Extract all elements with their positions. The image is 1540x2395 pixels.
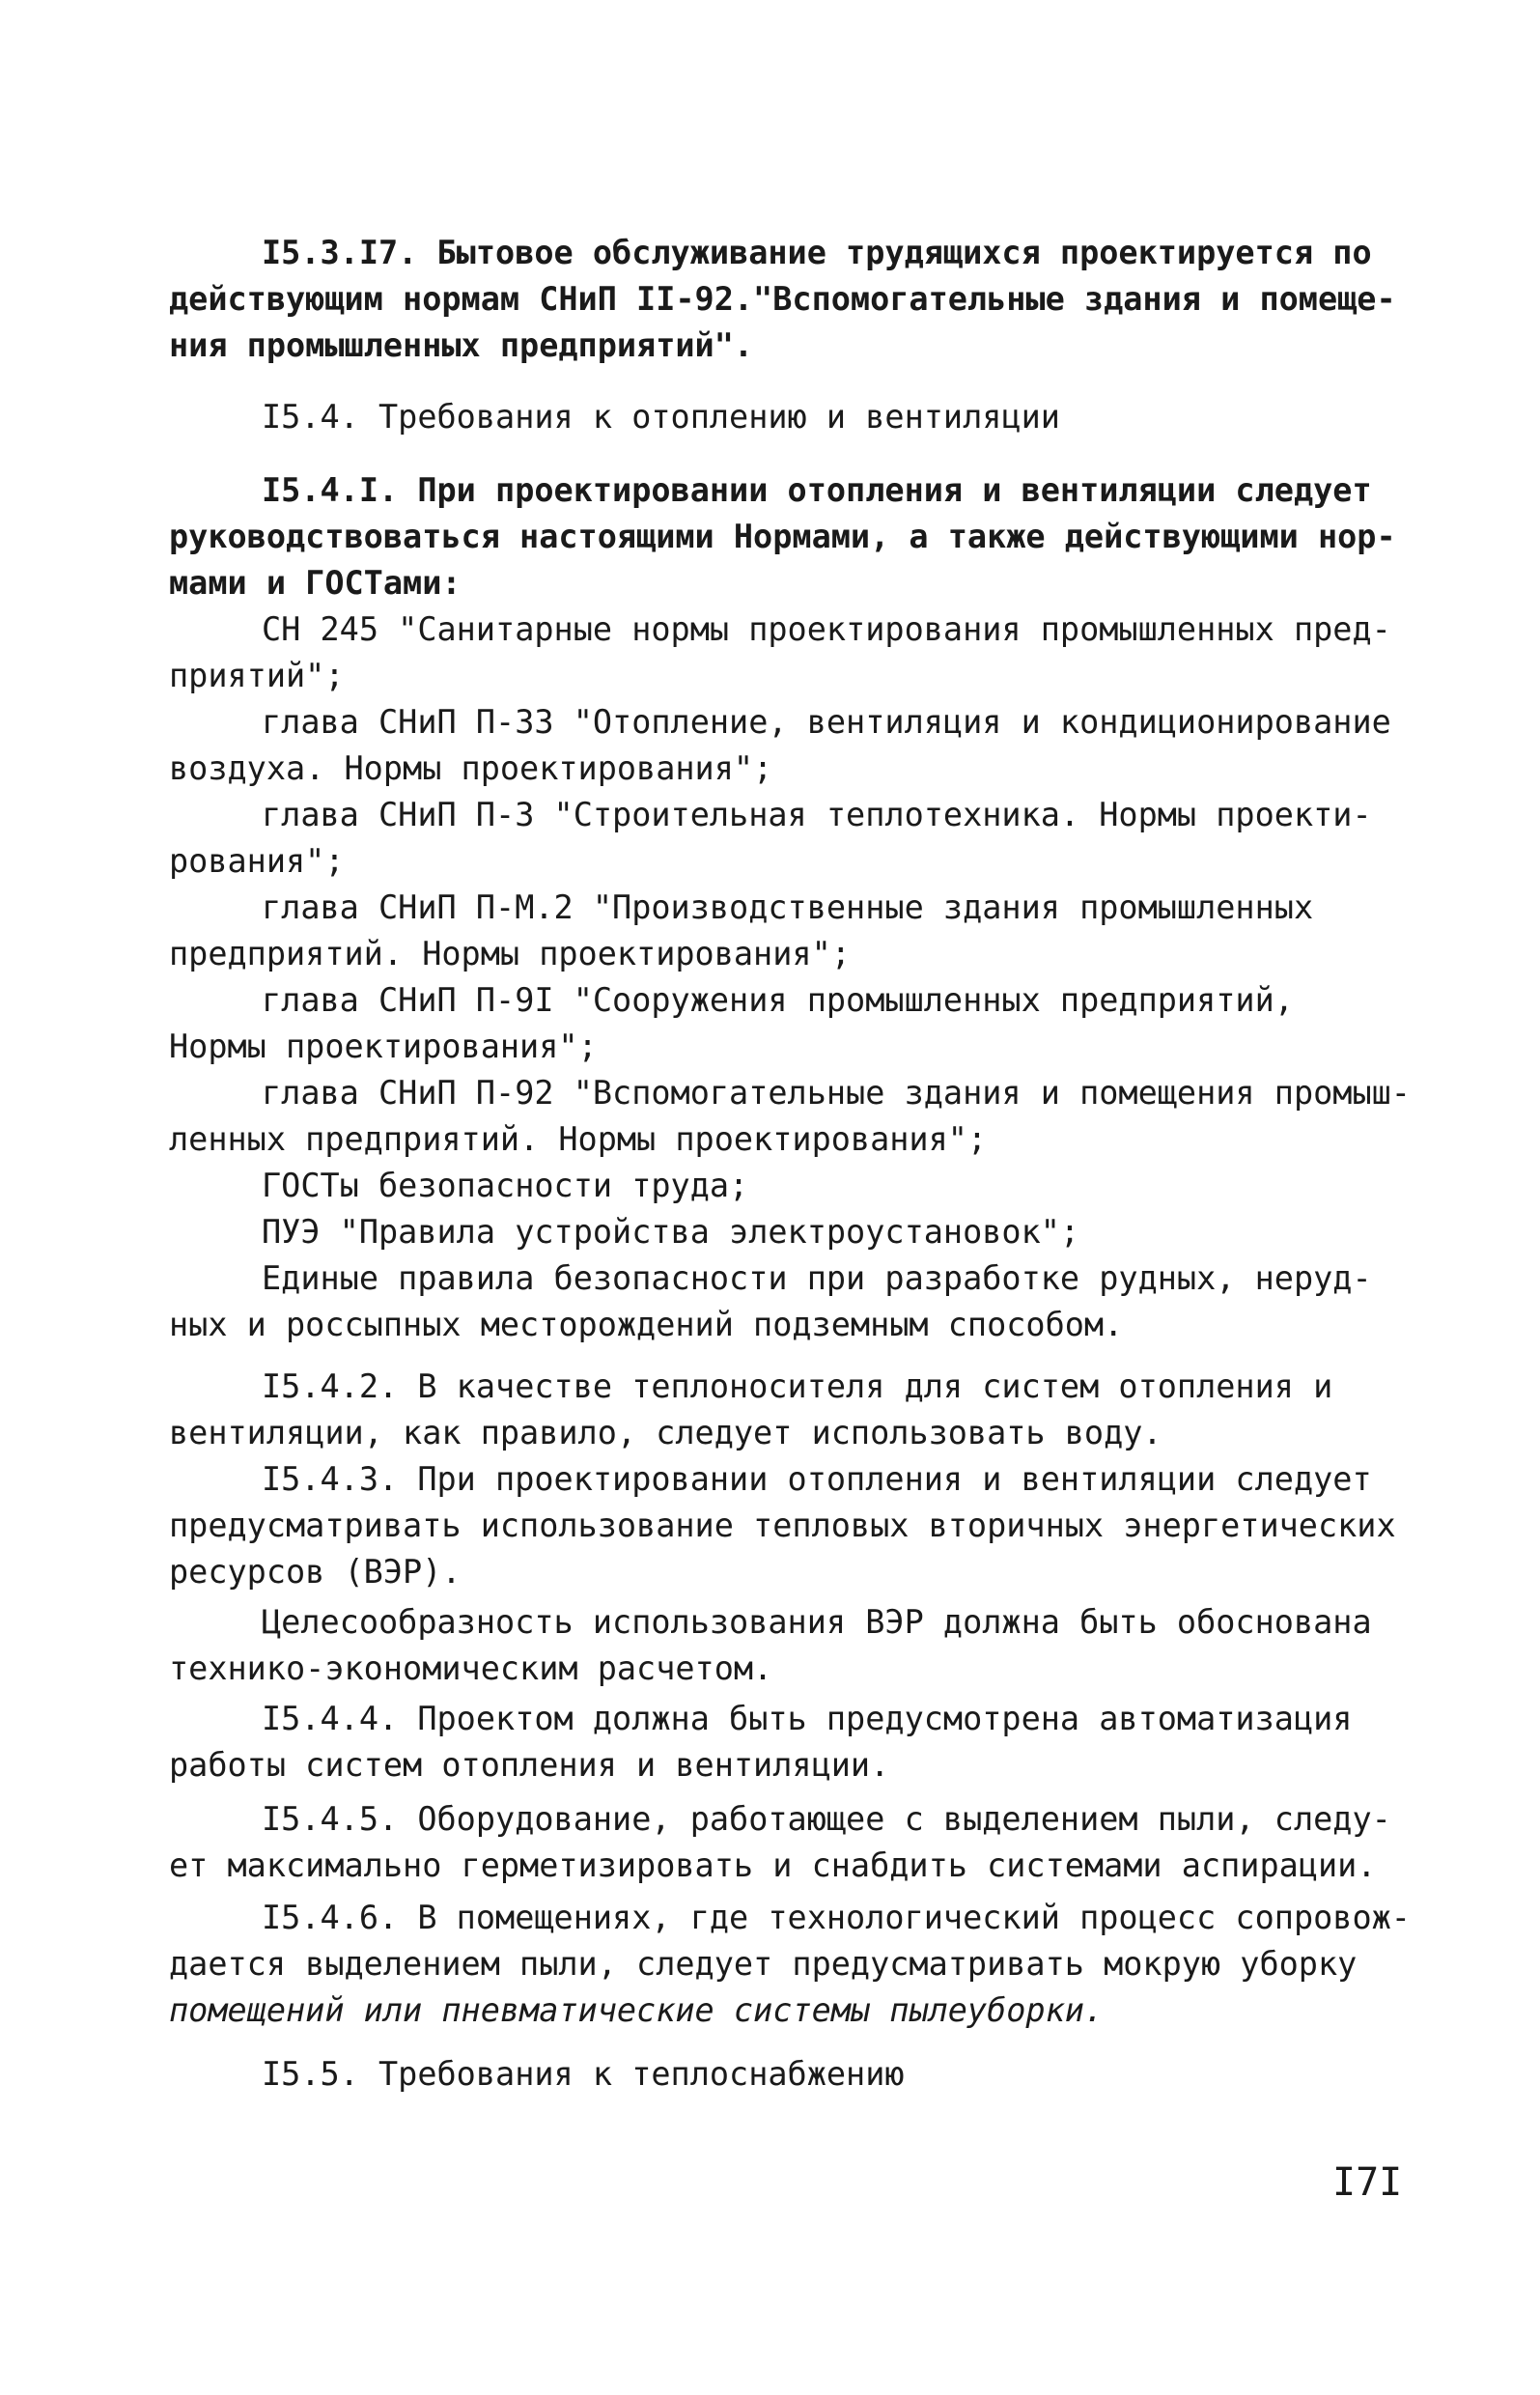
paragraph-15-3-17 [169, 230, 1424, 369]
text-line: I5.4.5. Оборудование, работающее с выделением пыли, следу- [262, 1800, 1391, 1838]
heading-text: I5.5. Требования к теплоснабжению [262, 2055, 905, 2093]
page-number: I7I [1332, 2160, 1403, 2205]
text-line: ния промышленных предприятий". [169, 326, 754, 364]
list-item-line: ных и россыпных месторождений подземным способом. [169, 1306, 1124, 1343]
list-item-line: ГОСТы безопасности труда; [262, 1167, 749, 1204]
list-item-line: воздуха. Нормы проектирования"; [169, 749, 773, 787]
list-item-line: ленных предприятий. Нормы проектирования"; [169, 1120, 988, 1158]
section-heading-15-4 [169, 394, 1424, 440]
paragraph-15-4-2 [169, 1364, 1424, 1456]
text-line: помещений или пневматические системы пылеуборки. [169, 1991, 1105, 2029]
text-line: I5.4.2. В качестве теплоносителя для систем отопления и [262, 1367, 1333, 1405]
text-line: ресурсов (ВЭР). [169, 1553, 462, 1591]
text-line: I5.4.3. При проектировании отопления и вентиляции следует [262, 1460, 1372, 1498]
paragraph-15-4-4 [169, 1696, 1424, 1789]
text-line: руководствоваться настоящими Нормами, а также действующими нор- [169, 518, 1396, 555]
list-item-line: глава СНиП П-М.2 "Производственные здания промышленных [262, 888, 1314, 926]
section-heading-15-5 [169, 2051, 1424, 2098]
heading-text: I5.4. Требования к отоплению и вентиляции [262, 398, 1060, 436]
list-item-line: глава СНиП П-3 "Строительная теплотехника. Нормы проекти- [262, 796, 1372, 833]
list-item-line: ПУЭ "Правила устройства электроустановок"; [262, 1213, 1080, 1251]
list-item-line: глава СНиП П-9I "Сооружения промышленных предприятий, [262, 981, 1294, 1019]
text-line: мами и ГОСТами: [169, 564, 462, 602]
list-item-line: глава СНиП П-92 "Вспомогательные здания и помещения промыш- [262, 1074, 1411, 1112]
text-line: I5.4.6. В помещениях, где технологический процесс сопровож- [262, 1899, 1411, 1936]
paragraph-15-4-1 [169, 467, 1424, 606]
text-line: I5.4.4. Проектом должна быть предусмотрена автоматизация [262, 1700, 1353, 1737]
text-line: работы систем отопления и вентиляции. [169, 1746, 890, 1784]
list-item-line: рования"; [169, 842, 345, 880]
paragraph-ver-feasibility [169, 1599, 1424, 1692]
text-line: дается выделением пыли, следует предусматривать мокрую уборку [169, 1945, 1358, 1983]
text-line: вентиляции, как правило, следует использовать воду. [169, 1414, 1162, 1451]
text-line: предусматривать использование тепловых вторичных энергетических [169, 1507, 1396, 1544]
text-line: технико-экономическим расчетом. [169, 1649, 773, 1687]
list-item-line: Единые правила безопасности при разработке рудных, неруд- [262, 1259, 1372, 1297]
text-line: действующим нормам СНиП II-92."Вспомогательные здания и помеще- [169, 280, 1396, 318]
list-item-line: Нормы проектирования"; [169, 1028, 598, 1065]
list-item-line: предприятий. Нормы проектирования"; [169, 935, 851, 972]
paragraph-15-4-6 [169, 1895, 1424, 2034]
norms-list [169, 606, 1424, 1348]
text-line: Целесообразность использования ВЭР должна быть обоснована [262, 1603, 1372, 1641]
list-item-line: глава СНиП П-33 "Отопление, вентиляция и кондиционирование [262, 703, 1391, 741]
text-line: ет максимально герметизировать и снабдить системами аспирации. [169, 1846, 1377, 1884]
paragraph-15-4-3 [169, 1456, 1424, 1595]
list-item-line: приятий"; [169, 657, 345, 694]
list-item-line: СН 245 "Санитарные нормы проектирования промышленных пред- [262, 610, 1391, 648]
text-line: I5.4.I. При проектировании отопления и вентиляции следует [262, 471, 1372, 509]
text-line: I5.3.I7. Бытовое обслуживание трудящихся проектируется по [262, 234, 1372, 271]
paragraph-15-4-5 [169, 1796, 1424, 1889]
